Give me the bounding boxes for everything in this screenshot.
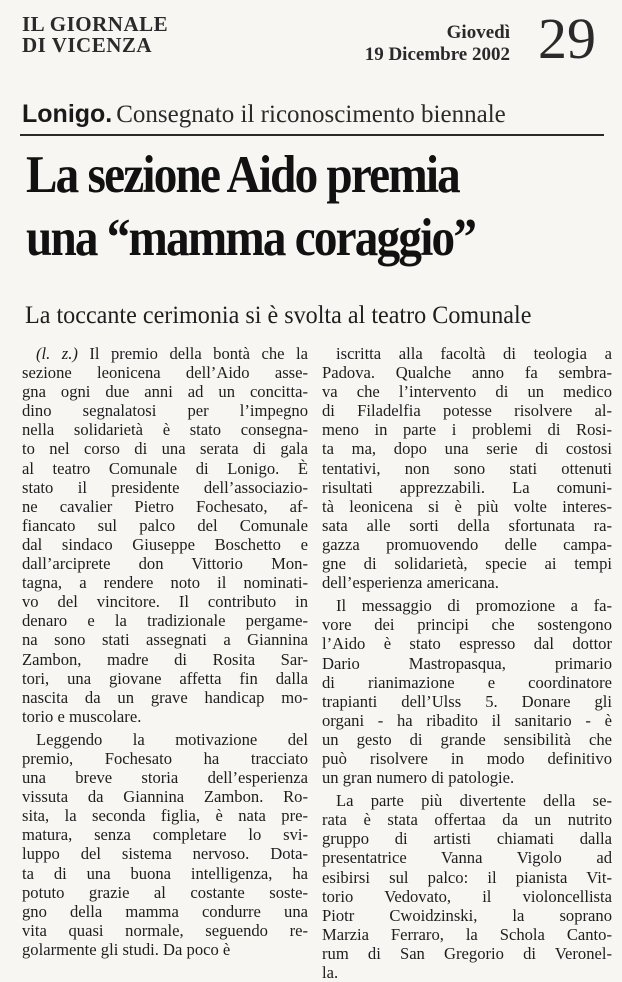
- article-line: Marzia Ferraro, la Schola Canto-: [322, 924, 612, 944]
- article-line: torio Vedovato, il violoncellista: [322, 886, 612, 906]
- article-line: rata è stata offertaa da un nutrito: [322, 810, 612, 830]
- article-line: sita, la seconda figlia, è nata pre-: [22, 806, 308, 826]
- article-line: ta di una buona intelligenza, ha: [22, 863, 308, 883]
- headline: [26, 144, 542, 270]
- article-paragraph: [22, 344, 308, 726]
- newspaper-name-line2: DI VICENZA: [22, 33, 153, 57]
- article-paragraph: [322, 791, 612, 982]
- article-line: un gesto di grande sensibilità che: [322, 729, 612, 749]
- article-line: denaro e la tradizionale pergame-: [22, 611, 308, 631]
- article-line: Il messaggio di promozione a fa-: [336, 596, 612, 616]
- article-line: risultati apprezzabili. La comuni-: [322, 477, 612, 497]
- article-line: sata alle sorti della sfortunata ra-: [322, 515, 612, 535]
- article-line: la.: [322, 963, 339, 982]
- article-line: [22, 344, 308, 363]
- byline: (l. z.): [36, 344, 78, 363]
- article-line: vissuta da Giannina Zambon. Ro-: [22, 787, 308, 807]
- issue-date-text: 19 Dicembre 2002: [364, 44, 510, 65]
- article-line: presentatrice Vanna Vigolo ad: [322, 848, 612, 868]
- article-line: tagna, a rendere noto il nominati-: [22, 573, 308, 593]
- article-line: matura, senza completare lo svi-: [22, 825, 308, 845]
- article-line: Leggendo la motivazione del: [36, 729, 308, 749]
- article-line: tori, una giovane affetta fin dalla: [22, 668, 308, 688]
- article-line: ne cavalier Pietro Fochesato, af-: [22, 496, 308, 516]
- article-line: potuto grazie al costante soste-: [22, 882, 308, 902]
- article-line: tà leonicena si è più volte interes-: [322, 496, 612, 516]
- article-line: vita quasi normale, seguendo re-: [22, 920, 308, 940]
- subheadline: La toccante cerimonia si è svolta al teatro Comunale: [25, 302, 532, 329]
- article-line: Piotr Cwoidzinski, la soprano: [322, 905, 612, 925]
- newspaper-name-line1: IL GIORNALE: [22, 12, 169, 36]
- article-line: gne di solidarietà, specie ai tempi: [322, 554, 612, 574]
- article-line: dall’arciprete don Vittorio Mon-: [22, 554, 308, 574]
- article-line: premio, Fochesato ha tracciato: [22, 748, 308, 768]
- issue-date: [365, 22, 510, 66]
- article-line: nella solidarietà è stato consegna-: [22, 420, 308, 440]
- article-line: di rianimazione e coordinatore: [322, 672, 612, 692]
- article-line: tentativi, non sono stati ottenuti: [322, 458, 612, 478]
- page-number: 29: [538, 6, 596, 71]
- article-line: l’Aido è stato espresso dal dottor: [322, 634, 612, 654]
- newspaper-name: [22, 14, 168, 56]
- article-column-1: [22, 344, 308, 959]
- article-line: una breve storia dell’esperienza: [22, 768, 308, 788]
- article-line: Zambon, madre di Rosita Sar-: [22, 649, 308, 669]
- article-line: nascita da un grave handicap mo-: [22, 687, 308, 707]
- article-line: rum di San Gregorio di Veronel-: [322, 943, 612, 963]
- article-paragraph: [322, 344, 612, 592]
- article-line: va che l’intervento di un medico: [322, 382, 612, 402]
- headline-line2: una “mamma coraggio”: [26, 209, 476, 267]
- article-line: esibirsi sul palco: il pianista Vit-: [322, 867, 612, 887]
- article-line: torio e muscolare.: [22, 706, 142, 726]
- kicker-place: Lonigo.: [22, 100, 113, 128]
- article-line: gazza promuovendo delle campa-: [322, 534, 612, 554]
- article-line: Padova. Qualche anno fa sembra-: [322, 363, 612, 383]
- article-line: na sono stati assegnati a Giannina: [22, 630, 308, 650]
- article-line: to nel corso di una serata di gala: [22, 439, 308, 459]
- article-line: luppo del sistema nervoso. Dota-: [22, 844, 308, 864]
- article-line: trapianti dell’Ulss 5. Donare gli: [322, 691, 612, 711]
- article-line: al teatro Comunale di Lonigo. È: [22, 458, 308, 478]
- article-line: un gran numero di patologie.: [322, 768, 515, 788]
- article-line: La parte più divertente della se-: [336, 791, 612, 811]
- issue-weekday: Giovedì: [446, 22, 510, 43]
- kicker-text: Consegnato il riconoscimento biennale: [116, 101, 506, 128]
- article-line: vore dei principi che sostengono: [322, 615, 612, 635]
- article-line: meno in parte i problemi di Rosi-: [322, 420, 612, 440]
- article-line: gna ogni due anni ad un concitta-: [22, 382, 308, 402]
- article-line: dell’esperienza americana.: [322, 573, 499, 593]
- article-paragraph: [322, 596, 612, 787]
- article-line: gno della mamma condurre una: [22, 901, 308, 921]
- article-line: Dario Mastropasqua, primario: [322, 653, 612, 673]
- article-line-text: Il premio della bontà che la: [77, 344, 308, 363]
- article-line: golarmente gli studi. Da poco è: [22, 939, 231, 959]
- kicker: [22, 96, 602, 136]
- article-line: sezione leonicena dell’Aido asse-: [22, 363, 308, 383]
- article-line: può risolvere in modo definitivo: [322, 748, 612, 768]
- article-line: stato il presidente dell’associazio-: [22, 477, 308, 497]
- article-column-2: [322, 344, 612, 982]
- article-line: dal sindaco Giuseppe Boschetto e: [22, 534, 308, 554]
- article-line: gruppo di artisti chiamati dalla: [322, 829, 612, 849]
- article-line: ta ma, dopo una serie di costosi: [322, 439, 612, 459]
- article-line: vo del vincitore. Il contributo in: [22, 592, 308, 612]
- article-paragraph: [22, 730, 308, 959]
- article-line: organi - ha ribadito il sanitario - è: [322, 710, 612, 730]
- article-line: dino segnalatosi per l’impegno: [22, 401, 308, 421]
- kicker-rule: [20, 134, 604, 136]
- headline-line1: La sezione Aido premia: [26, 146, 459, 204]
- article-line: di Filadelfia potesse risolvere al-: [322, 401, 612, 421]
- article-line: iscritta alla facoltà di teologia a: [336, 344, 612, 363]
- article-line: fiancato sul palco del Comunale: [22, 515, 308, 535]
